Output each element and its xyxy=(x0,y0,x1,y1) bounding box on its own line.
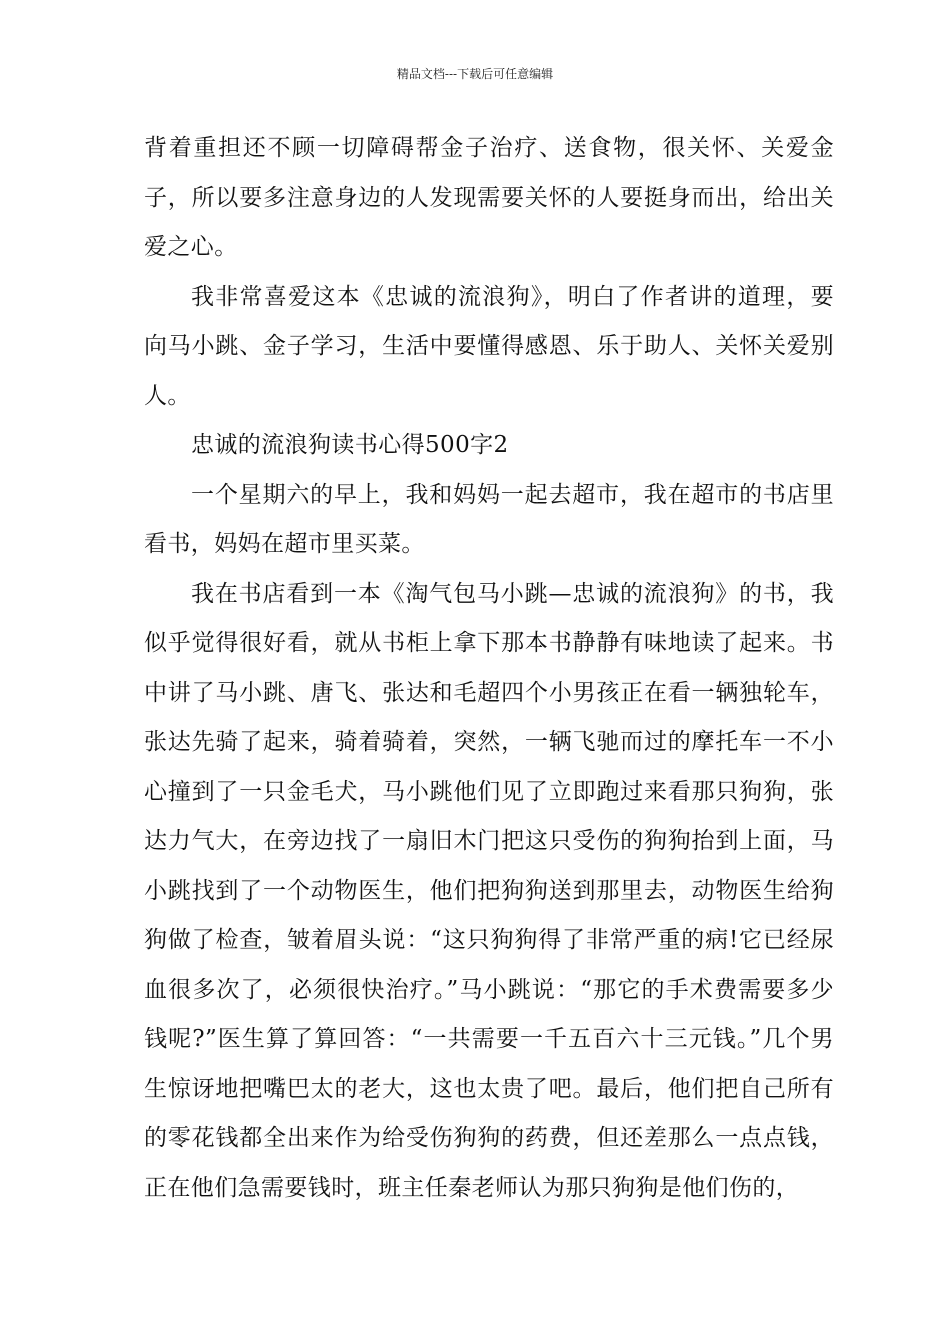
paragraph: 我非常喜爱这本《忠诚的流浪狗》，明白了作者讲的道理，要向马小跳、金子学习，生活中要懂得感恩、乐于助人、关怀关爱别人。 xyxy=(144,283,834,409)
paragraph: 我在书店看到一本《淘气包马小跳—忠诚的流浪狗》的书，我似乎觉得很好看，就从书柜上拿下那本书静静有味地读了起来。书中讲了马小跳、唐飞、张达和毛超四个小男孩正在看一辆独轮车，张达先骑了起来，骑着骑着，突然，一辆飞驰而过的摩托车一不小心撞到了一只金毛犬，马小跳他们见了立即跑过来看那只狗狗，张达力气大，在旁边找了一扇旧木门把这只受伤的狗狗抬到上面，马小跳找到了一个动物医生，他们把狗狗送到那里去，动物医生给狗狗做了检查，皱着眉头说：“这只狗狗得了非常严重的病!它已经尿血很多次了，必须很快治疗。”马小跳说：“那它的手术费需要多少钱呢?”医生算了算回答：“一共需要一千五百六十三元钱。”几个男生惊讶地把嘴巴太的老大，这也太贵了吧。最后，他们把自己所有的零花钱都全出来作为给受伤狗狗的药费，但还差那么一点点钱，正在他们急需要钱时，班主任秦老师认为那只狗狗是他们伤的， xyxy=(144,580,834,1201)
document-body xyxy=(144,124,834,1213)
page-header: 精品文档---下载后可任意编辑 xyxy=(396,67,554,81)
section-heading: 忠诚的流浪狗读书心得500字2 xyxy=(191,432,509,458)
paragraph: 背着重担还不顾一切障碍帮金子治疗、送食物，很关怀、关爱金子，所以要多注意身边的人发现需要关怀的人要挺身而出，给出关爱之心。 xyxy=(144,135,834,260)
paragraph: 一个星期六的早上，我和妈妈一起去超市，我在超市的书店里看书，妈妈在超市里买菜。 xyxy=(144,481,834,557)
